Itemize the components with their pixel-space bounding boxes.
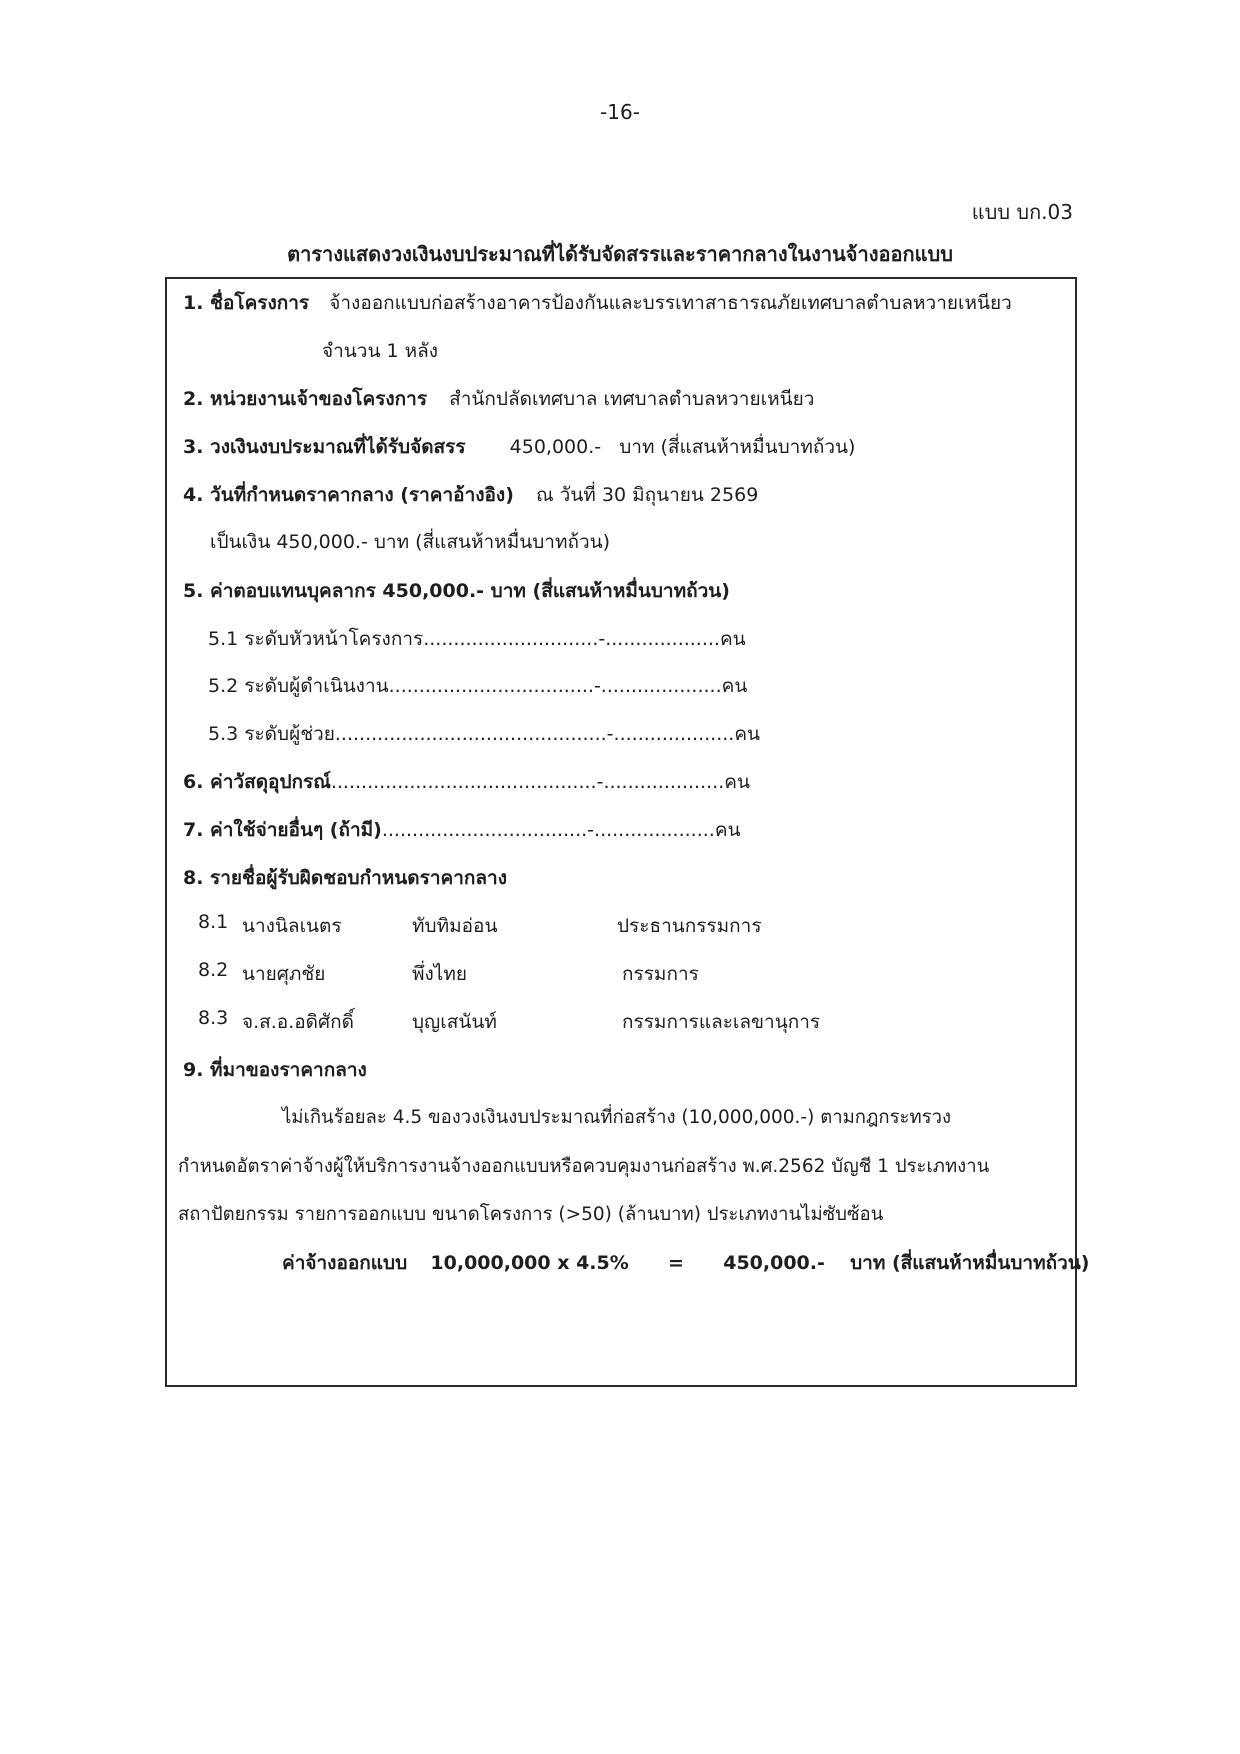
member-first-name: จ.ส.อ.อดิศักดิ์	[242, 1011, 354, 1033]
item5-sub-1: 5.1 ระดับหัวหน้าโครงการ.............................-...................คน	[208, 628, 746, 650]
member-role: ประธานกรรมการ	[617, 915, 762, 937]
item2-row	[183, 384, 814, 414]
item1-row	[183, 288, 1012, 318]
item3-unit: บาท (สี่แสนห้าหมื่นบาทถ้วน)	[619, 436, 856, 458]
item8-label: 8. รายชื่อผู้รับผิดชอบกำหนดราคากลาง	[183, 867, 507, 889]
item3-label: 3. วงเงินงบประมาณที่ได้รับจัดสรร	[183, 436, 466, 458]
item5-label: 5. ค่าตอบแทนบุคลากร 450,000.- บาท (สี่แสนห้าหมื่นบาทถ้วน)	[183, 580, 730, 602]
item7-label: 7. ค่าใช้จ่ายอื่นๆ (ถ้ามี)	[183, 819, 382, 841]
form-code: แบบ บก.03	[971, 200, 1073, 224]
item4-date: ณ วันที่ 30 มิถุนายน 2569	[535, 484, 759, 506]
item4-amount-line: เป็นเงิน 450,000.- บาท (สี่แสนห้าหมื่นบาทถ้วน)	[210, 531, 611, 553]
item3-row	[183, 432, 855, 462]
calc-expression: 10,000,000 x 4.5%	[430, 1252, 629, 1274]
item9-calculation	[282, 1248, 1089, 1278]
item1-label: 1. ชื่อโครงการ	[183, 292, 310, 314]
document-title: ตารางแสดงวงเงินงบประมาณที่ได้รับจัดสรรและราคากลางในงานจ้างออกแบบ	[287, 242, 953, 266]
item2-label: 2. หน่วยงานเจ้าของโครงการ	[183, 388, 428, 410]
item9-paragraph-1: ไม่เกินร้อยละ 4.5 ของวงเงินงบประมาณที่ก่อสร้าง (10,000,000.-) ตามกฎกระทรวง	[282, 1107, 952, 1128]
calc-label: ค่าจ้างออกแบบ	[282, 1252, 408, 1274]
member-last-name: ทับทิมอ่อน	[412, 915, 498, 937]
member-last-name: พึ่งไทย	[412, 963, 468, 985]
item6-row	[183, 767, 750, 797]
item4-label: 4. วันที่กำหนดราคากลาง (ราคาอ้างอิง)	[183, 484, 514, 506]
member-no: 8.3	[198, 1007, 229, 1029]
calc-equals: =	[668, 1252, 684, 1274]
member-role: กรรมการ	[622, 963, 699, 985]
item7-row	[183, 815, 741, 845]
item6-label: 6. ค่าวัสดุอุปกรณ์	[183, 771, 331, 793]
item7-dots: ..................................-....................คน	[381, 819, 741, 841]
item6-dots: ............................................-....................คน	[330, 771, 750, 793]
item5-sub-2: 5.2 ระดับผู้ดำเนินงาน..................................-....................คน	[208, 675, 748, 697]
page-number: -16-	[600, 100, 640, 124]
calc-result: 450,000.-	[723, 1252, 825, 1274]
item3-amount: 450,000.-	[509, 436, 602, 458]
member-last-name: บุญเสนันท์	[412, 1011, 497, 1033]
item4-row	[183, 480, 758, 510]
member-role: กรรมการและเลขานุการ	[622, 1011, 821, 1033]
member-no: 8.1	[198, 911, 229, 933]
calc-unit: บาท (สี่แสนห้าหมื่นบาทถ้วน)	[850, 1252, 1090, 1274]
item1-quantity: จำนวน 1 หลัง	[322, 340, 439, 362]
item9-label: 9. ที่มาของราคากลาง	[183, 1059, 367, 1081]
item5-sub-3: 5.3 ระดับผู้ช่วย.............................................-....................คน	[208, 723, 761, 745]
item2-value: สำนักปลัดเทศบาล เทศบาลตำบลหวายเหนียว	[449, 388, 815, 410]
item9-paragraph-3: สถาปัตยกรรม รายการออกแบบ ขนาดโครงการ (>50) (ล้านบาท) ประเภทงานไม่ซับซ้อน	[178, 1204, 884, 1225]
item1-value: จ้างออกแบบก่อสร้างอาคารป้องกันและบรรเทาสาธารณภัยเทศบาลตำบลหวายเหนียว	[329, 292, 1012, 314]
item9-paragraph-2: กำหนดอัตราค่าจ้างผู้ให้บริการงานจ้างออกแบบหรือควบคุมงานก่อสร้าง พ.ศ.2562 บัญชี 1 ประเภทงาน	[178, 1156, 990, 1177]
member-first-name: นางนิลเนตร	[242, 915, 342, 937]
member-first-name: นายศุภชัย	[242, 963, 326, 985]
member-no: 8.2	[198, 959, 229, 981]
